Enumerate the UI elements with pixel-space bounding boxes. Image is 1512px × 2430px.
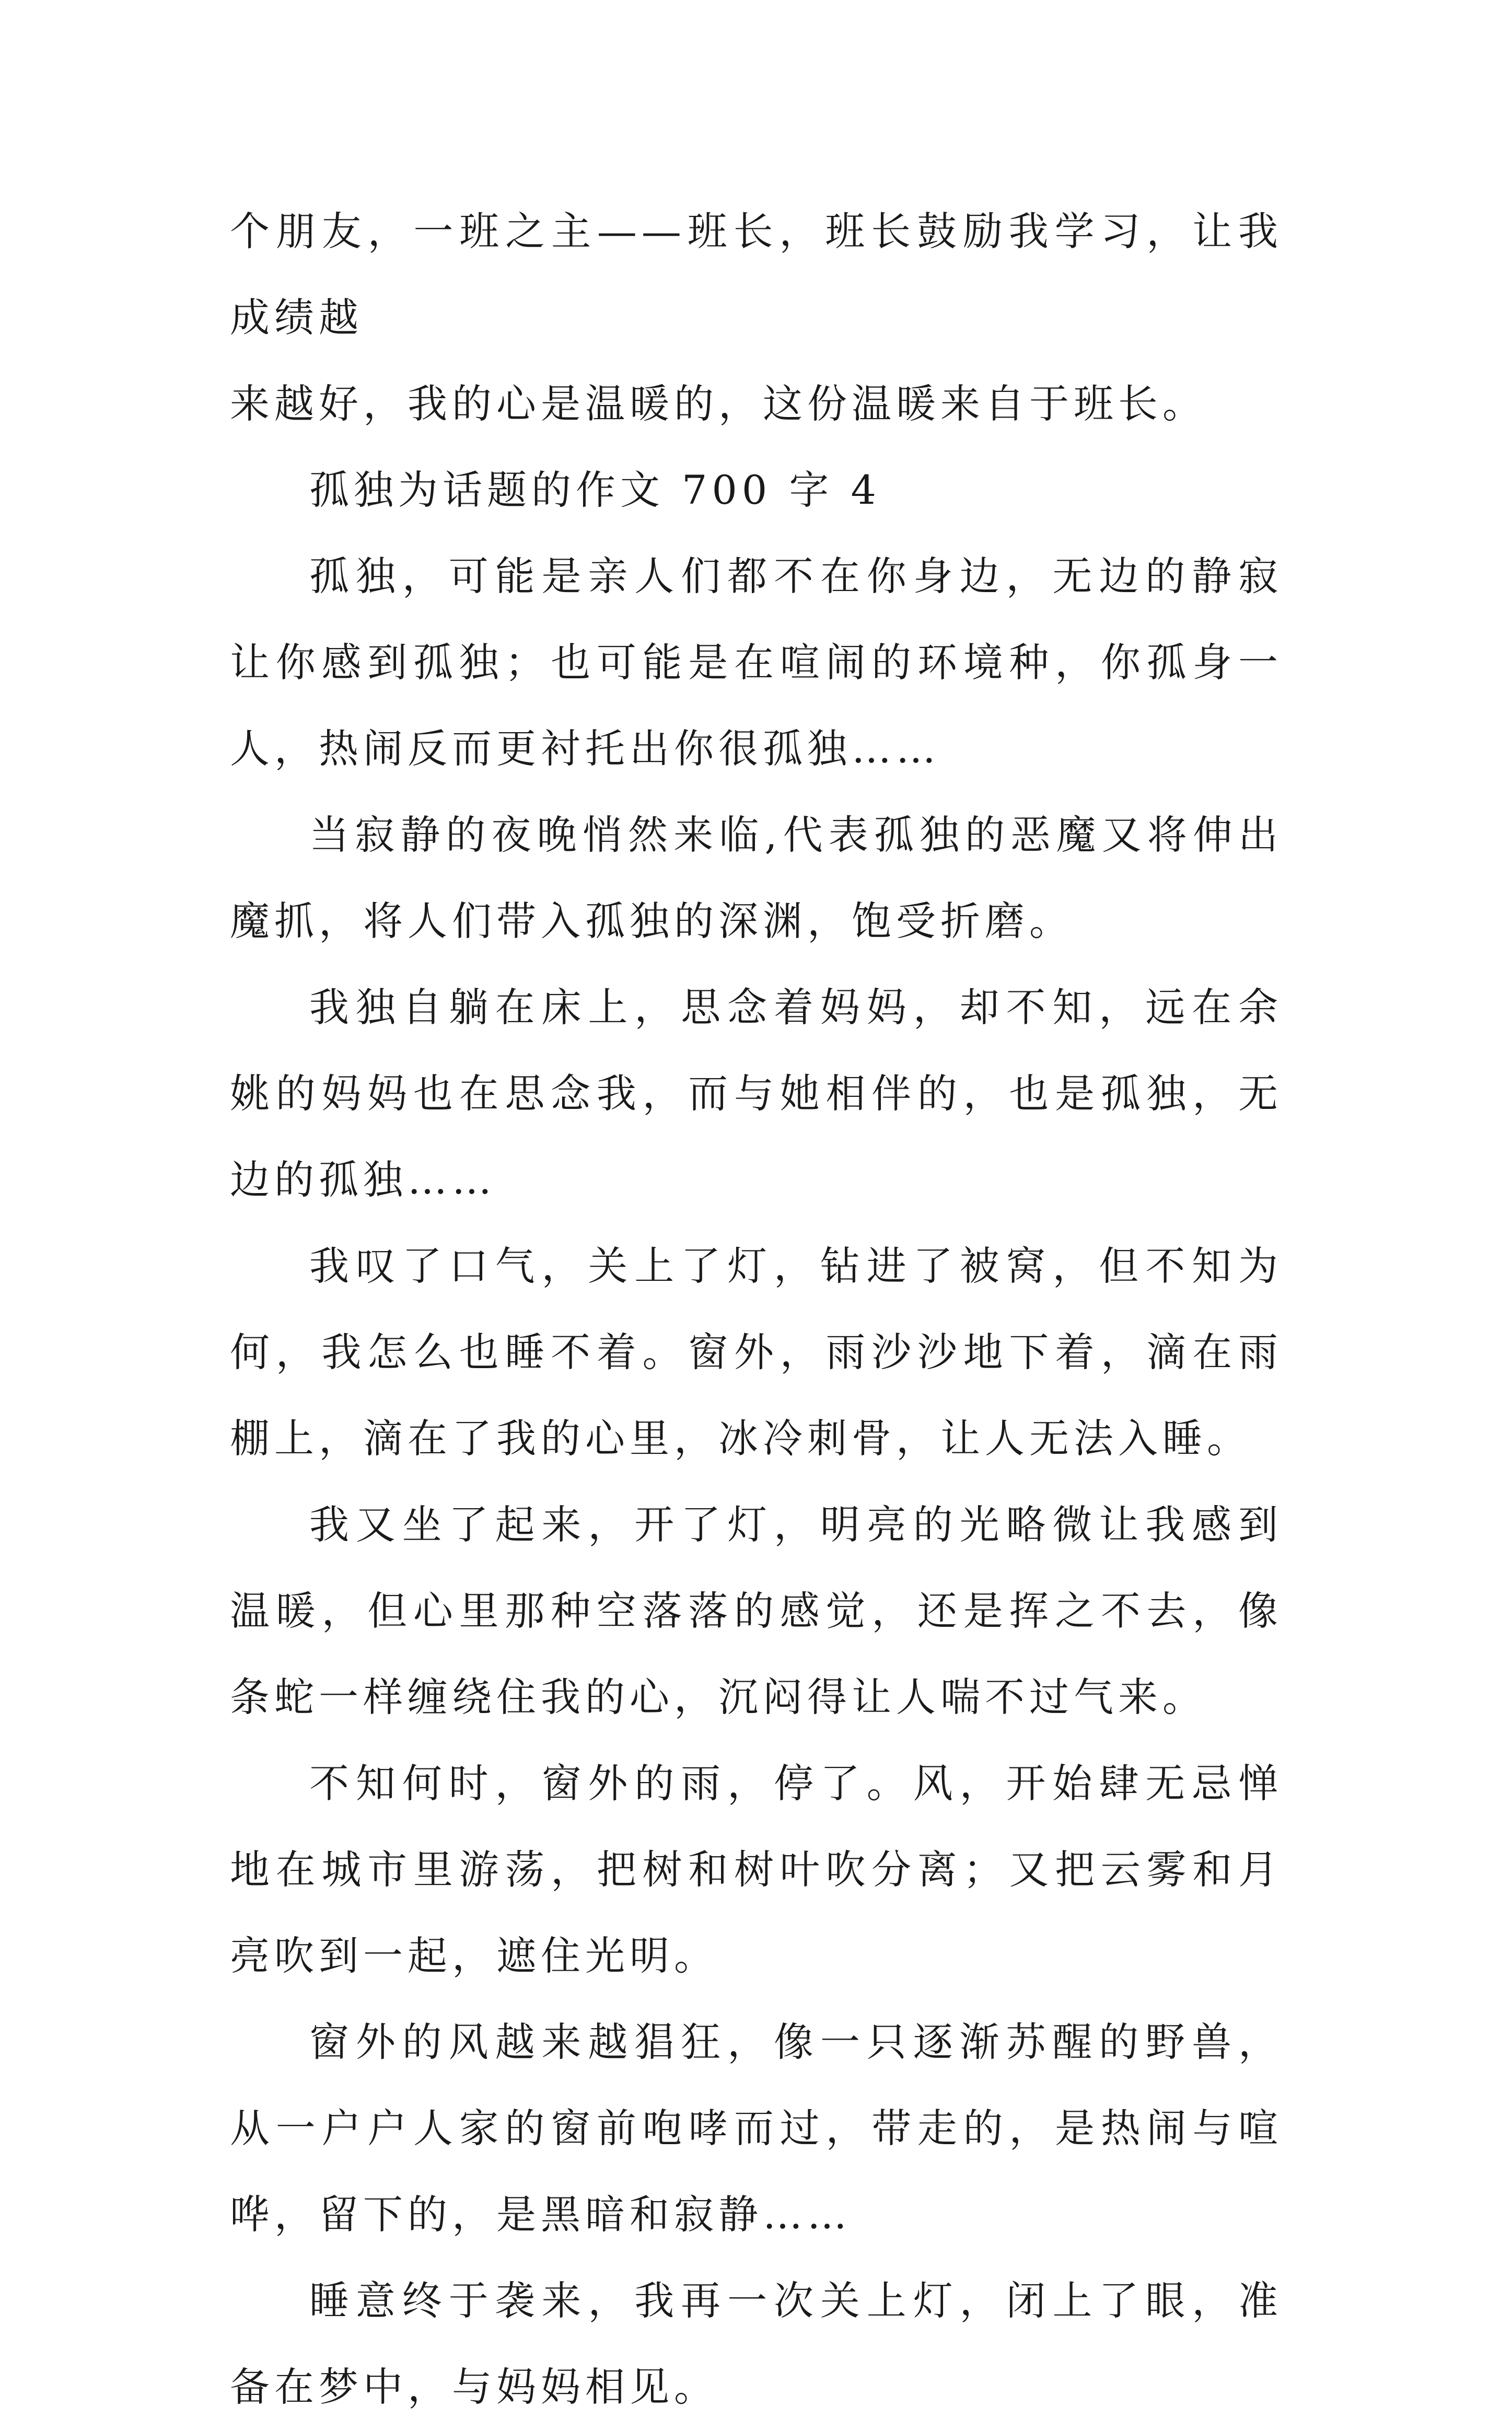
continued-paragraph — [230, 188, 1283, 447]
essay-heading: 孤独为话题的作文 700 字 4 — [309, 467, 881, 513]
text-line: 个朋友，一班之主——班长，班长鼓励我学习，让我成绩越 — [230, 208, 1283, 341]
paragraph: 睡意终于袭来，我再一次关上灯，闭上了眼，准备在梦中，与妈妈相见。 — [230, 2277, 1283, 2410]
document-body — [230, 188, 1283, 2430]
paragraph: 当寂静的夜晚悄然来临,代表孤独的恶魔又将伸出魔抓，将人们带入孤独的深渊，饱受折磨。 — [230, 812, 1283, 944]
paragraph: 不知何时，窗外的雨，停了。风，开始肆无忌惮地在城市里游荡，把树和树叶吹分离；又把云雾和月亮吹到一起，遮住光明。 — [230, 1760, 1283, 1979]
text-line: 来越好，我的心是温暖的，这份温暖来自于班长。 — [230, 380, 1207, 427]
paragraph: 我独自躺在床上，思念着妈妈，却不知，远在余姚的妈妈也在思念我，而与她相伴的，也是孤独，无边的孤独…… — [230, 984, 1283, 1203]
paragraph: 窗外的风越来越猖狂，像一只逐渐苏醒的野兽，从一户户人家的窗前咆哮而过，带走的，是热闹与喧哗，留下的，是黑暗和寂静…… — [230, 2019, 1283, 2238]
paragraph: 孤独，可能是亲人们都不在你身边，无边的静寂让你感到孤独；也可能是在喧闹的环境种，你孤身一人，热闹反而更衬托出你很孤独…… — [230, 553, 1283, 772]
paragraph: 我又坐了起来，开了灯，明亮的光略微让我感到温暖，但心里那种空落落的感觉，还是挥之不去，像条蛇一样缠绕住我的心，沉闷得让人喘不过气来。 — [230, 1501, 1283, 1720]
paragraph: 我叹了口气，关上了灯，钻进了被窝，但不知为何，我怎么也睡不着。窗外，雨沙沙地下着，滴在雨棚上，滴在了我的心里，冰冷刺骨，让人无法入睡。 — [230, 1243, 1283, 1462]
